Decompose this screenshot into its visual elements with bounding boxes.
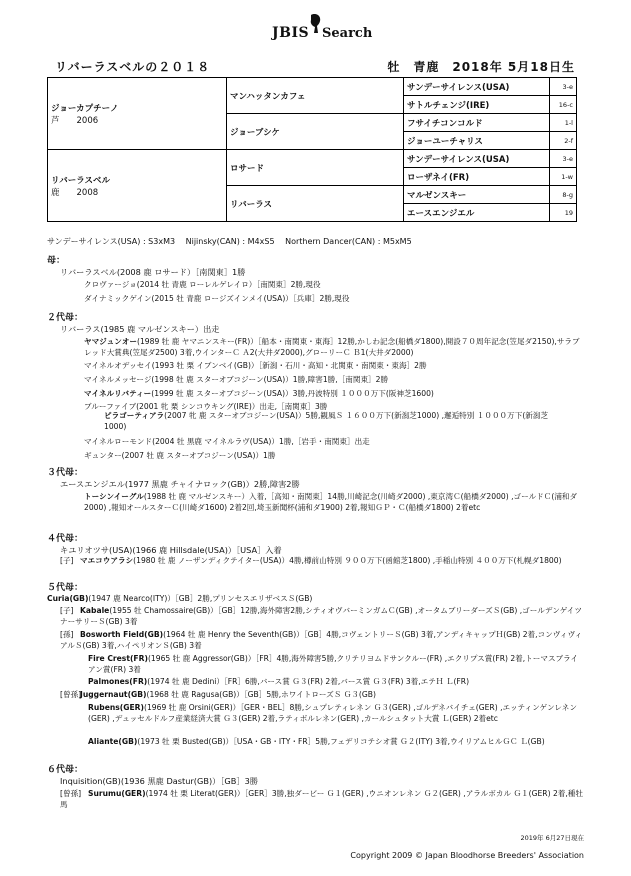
section-6th-dam: ６代母：: [47, 765, 84, 775]
g3-cell[interactable]: ジョーユーチャリス: [404, 132, 550, 150]
section-2nd-dam: ２代母：: [47, 313, 84, 323]
family-line: [84, 492, 584, 513]
inbreeding-cross: サンデーサイレンス(USA) : S3xM3 Nijinsky(CAN) : M4xS5 Northern Dancer(CAN) : M5xM5: [47, 237, 412, 246]
family-line: [88, 703, 584, 724]
family-line: [88, 677, 469, 688]
family-line: [84, 337, 584, 358]
g3-cell[interactable]: サンデーサイレンス(USA): [404, 78, 550, 96]
family-line: マイネルメッセージ(1998 牡 鹿 スターオブコジーン(USA)）1勝,障害1勝,［南関東］2勝: [84, 375, 389, 384]
horse-name-bold: ピラゴーティアラ: [104, 411, 165, 420]
horse-name-bold: Surumu(GER): [88, 789, 146, 798]
family-line: ブルーファイブ(2001 牝 栗 シンコウキング(IRE)）出走,［南関東］3勝: [84, 402, 328, 411]
family-line: [60, 630, 584, 651]
horse-name-bold: Kabale: [80, 606, 110, 615]
g3-cell[interactable]: エースエンジエル: [404, 204, 550, 222]
page-title: [55, 58, 575, 78]
family-number: 3-e: [550, 78, 577, 96]
section-5th-dam: ５代母：: [47, 583, 84, 593]
sire-cell[interactable]: [48, 78, 227, 150]
dam-detail: 鹿 2008: [51, 187, 99, 198]
family-number: 1-w: [550, 168, 577, 186]
relation-tag: [曾孫]: [60, 789, 82, 798]
sire-detail: 芦 2006: [51, 115, 99, 126]
family-line: [47, 594, 312, 605]
g3-cell[interactable]: マルゼンスキー: [404, 186, 550, 204]
horse-record: (1980 牡 鹿 ノーザンディクテイター(USA)）4勝,樽前山特別 ９００万下(函館芝1800) ,手稲山特別 ４００万下(札幌ダ1800): [133, 556, 562, 565]
horse-record: (1973 牡 栗 Busted(GB)）［USA・GB・ITY・FR］5勝,フェデリコテシオ賞 Ｇ２(ITY) 3着,ウイリアムヒルＧＣ Ｌ(GB): [137, 737, 545, 746]
g3-cell[interactable]: ローザネイ(FR): [404, 168, 550, 186]
family-line: [104, 411, 566, 432]
horse-record: (1974 牡 鹿 Dedini）［FR］6勝,バース賞 Ｇ３(FR) 2着,バース賞 Ｇ３(FR) 3着,エテＨ Ｌ(FR): [147, 677, 470, 686]
family-line: [60, 606, 584, 627]
family-number: 8-g: [550, 186, 577, 204]
horse-name-bold: Fire Crest(FR): [88, 654, 148, 663]
horse-name-bold: マイネルリバティー: [84, 389, 152, 398]
dam-cell[interactable]: [48, 150, 227, 222]
family-line: [60, 556, 584, 567]
horse-name-bold: Aliante(GB): [88, 737, 138, 746]
family-line: エースエンジエル(1977 黒鹿 チャイナロック(GB)）2勝,障害2勝: [60, 479, 300, 489]
family-line: ダイナミックゲイン(2015 牡 青鹿 ロージズインメイ(USA)）［兵庫］2勝,現役: [84, 294, 350, 303]
family-line: ギュンター(2007 牡 鹿 スターオブコジーン(USA)）1勝: [84, 451, 276, 460]
family-line: [60, 690, 376, 701]
pedigree-table: [47, 77, 577, 222]
horse-info: 牡 青鹿 2018年 5月18日生: [387, 60, 575, 74]
horse-record: (1974 牡 栗 Literat(GER)）［GER］3勝,独ダービー Ｇ１(GER) ,ウニオンレネン Ｇ２(GER) ,アラルボカル Ｇ１(GER) 2着,種牡馬: [60, 789, 583, 809]
logo-text-right: Search: [322, 26, 373, 41]
horse-name-bold: マエコウアラシ: [80, 556, 134, 565]
family-line: Inquisition(GB)(1936 黒鹿 Dastur(GB)）［GB］3勝: [60, 776, 258, 786]
g3-cell[interactable]: サトルチェンジ(IRE): [404, 96, 550, 114]
horse-name: リバーラスベルの２０１８: [55, 60, 211, 74]
dam-name: リバーラスベル: [51, 175, 110, 186]
family-line: [88, 654, 584, 675]
relation-tag: [曾孫]: [60, 690, 82, 699]
horse-record: (1964 牡 鹿 Henry the Seventh(GB)）［GB］4勝,コヴェントリーＳ(GB) 3着,アンディキャップＨ(GB) 2着,コンヴィヴィアルＳ(GB) 3着,ハイペリオンＳ(GB) 3着: [60, 630, 583, 650]
relation-tag: [子]: [60, 606, 74, 615]
family-line: マイネルローモンド(2004 牡 黒鹿 マイネルラヴ(USA)）1勝,［岩手・南関東］出走: [84, 437, 370, 446]
logo-text-left: JBIS: [272, 25, 310, 41]
family-line: [84, 389, 434, 400]
horse-name-bold: Juggernaut(GB): [80, 690, 147, 699]
dam-sire-cell[interactable]: ロサード: [227, 150, 404, 186]
family-number: 16-c: [550, 96, 577, 114]
family-number: 3-e: [550, 150, 577, 168]
family-number: 2-f: [550, 132, 577, 150]
horse-record: (1968 牡 鹿 Ragusa(GB)）［GB］5勝,ホワイトローズＳ Ｇ３(GB): [146, 690, 376, 699]
horse-record: (1955 牡 Chamossaire(GB)）［GB］12勝,海外障害2勝,シティオヴバーミンガムＣ(GB) ,オータムブリーダーズＳ(GB) ,ゴールデンゲイツナーサリーＳ(GB) 3着: [60, 606, 582, 626]
family-line: クロヴァージョ(2014 牡 青鹿 ローレルゲレイロ）［南関東］2勝,現役: [84, 280, 321, 289]
family-line: [88, 737, 584, 748]
horse-record: (1969 牡 鹿 Orsini(GER)）［GER・BEL］8勝,シュプレティレネン Ｇ３(GER) ,ゴルデネバイチェ(GER) ,エッティンゲンレネン(GER) ,デュッセルドルフ産業経済大賞 Ｇ３(GER) 2着,ラティボルレネン(GER) ,カールシュタット大賞 Ｌ(GER) 2着etc: [88, 703, 577, 723]
section-4th-dam: ４代母：: [47, 534, 84, 544]
family-number: 1-l: [550, 114, 577, 132]
horse-record: (1988 牡 鹿 マルゼンスキー）入着,［高知・南関東］14勝,川崎記念(川崎ダ2000) ,東京湾Ｃ(船橋ダ2000) ,ゴールドＣ(浦和ダ2000) ,報知オールスターＣ(川崎ダ1600) 2着2回,埼玉新聞杯(浦和ダ1900) 2着,報知ＧＰ・Ｃ(船橋ダ1800) 2着etc: [84, 492, 578, 512]
family-line: マイネルオデッセイ(1993 牡 栗 イブンベイ(GB)）［新潟・石川・高知・北関東・南関東・東海］2勝: [84, 361, 427, 370]
family-number: 19: [550, 204, 577, 222]
horse-record: (2007 牝 鹿 スターオブコジーン(USA)）5勝,観風Ｓ １６００万下(新潟芝1000) ,邂逅特別 １０００万下(新潟芝1000): [104, 411, 549, 431]
section-dam: 母：: [47, 256, 66, 266]
g3-cell[interactable]: サンデーサイレンス(USA): [404, 150, 550, 168]
family-line: キユリオツサ(USA)(1966 鹿 Hillsdale(USA)）［USA］入着: [60, 545, 282, 555]
horse-record: (1965 牡 鹿 Aggressor(GB)）［FR］4勝,海外障害5勝,クリテリヨムドサンクルー(FR) ,エクリプス賞(FR) 2着,トーマスブライアン賞(FR) 3着: [88, 654, 579, 674]
horse-record: (1947 鹿 Nearco(ITY)）［GB］2勝,プリンセスエリザベスＳ(GB): [88, 594, 313, 603]
jbis-logo: [270, 13, 373, 45]
sire-dam-cell[interactable]: ジョーブシケ: [227, 114, 404, 150]
as-of-date: 2019年 6月27日現在: [520, 834, 584, 842]
relation-tag: [孫]: [60, 630, 74, 639]
sire-name: ジョーカプチーノ: [51, 103, 119, 114]
section-3rd-dam: ３代母：: [47, 468, 84, 478]
horse-name-bold: Rubens(GER): [88, 703, 144, 712]
family-line: リバーラス(1985 鹿 マルゼンスキー）出走: [60, 324, 220, 334]
g3-cell[interactable]: フサイチコンコルド: [404, 114, 550, 132]
copyright: Copyright 2009 © Japan Bloodhorse Breeders' Association: [350, 851, 584, 860]
horse-record: (1999 牡 鹿 スターオブコジーン(USA)）3勝,丹波特別 １０００万下(阪神芝1600): [151, 389, 434, 398]
horse-name-bold: トーシンイーグル: [84, 492, 144, 501]
horse-name-bold: Bosworth Field(GB): [80, 630, 164, 639]
horse-icon: [308, 13, 322, 35]
horse-name-bold: ヤマジュンオー: [84, 337, 138, 346]
relation-tag: [子]: [60, 556, 74, 565]
family-line: リバーラスベル(2008 鹿 ロサード）［南関東］1勝: [60, 267, 246, 277]
family-line: [60, 789, 584, 810]
horse-name-bold: Palmones(FR): [88, 677, 148, 686]
horse-record: (1989 牡 鹿 ヤマニンスキー(FR)）［船本・南関東・東海］12勝,かしわ記念(船橋ダ1800),開設７０周年記念(笠尾ダ2150),サラブレッド大賞典(笠尾ダ2500) 3着,ウインターＣ Ａ2(大井ダ2000),グローリーＣ Ｂ1(大井ダ2000): [84, 337, 580, 357]
horse-name-bold: Curia(GB): [47, 594, 89, 603]
dam-dam-cell[interactable]: リバーラス: [227, 186, 404, 222]
sire-sire-cell[interactable]: マンハッタンカフェ: [227, 78, 404, 114]
